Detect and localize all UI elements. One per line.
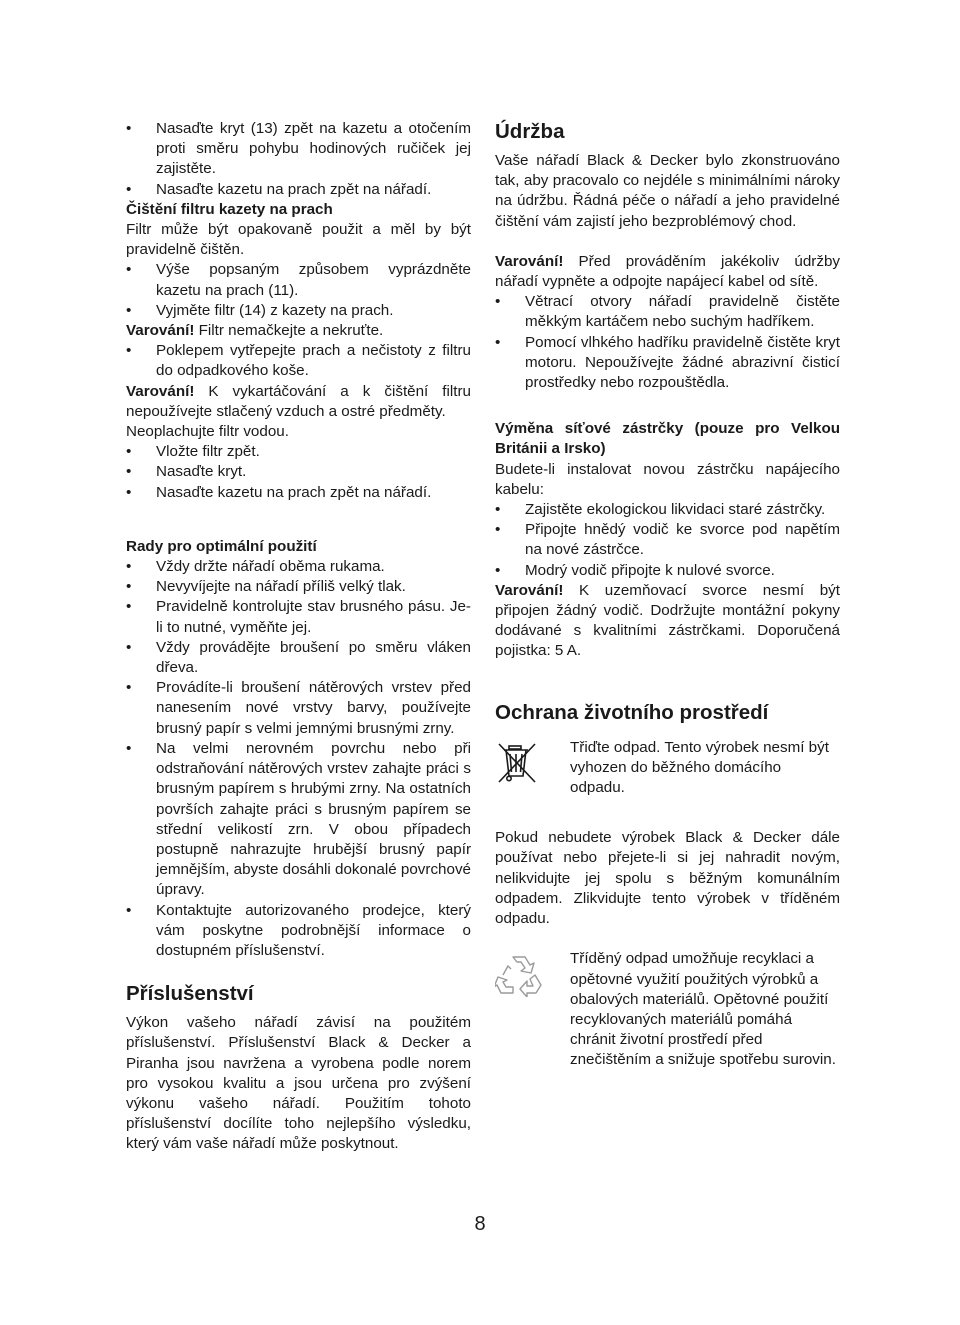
warning-text: K uzemňovací svorce nesmí být připojen žádný vodič. Dodržujte montážní pokyny dodávané s kvalitními zástrčkami. Doporučená pojistka: 5 A. bbox=[495, 581, 840, 660]
warning-text: Před prováděním jakékoliv údržby nářadí vypněte a odpojte napájecí kabel od sítě. bbox=[495, 252, 840, 291]
intro-list bbox=[126, 119, 471, 200]
warning-paragraph bbox=[495, 581, 840, 662]
plug-heading: Výměna síťové zástrčky (pouze pro Velkou Británii a Irsko) bbox=[495, 420, 840, 458]
list-item: • Na velmi nerovném povrchu nebo při odstraňování nátěrových vrstev zahajte práci s brusným papírem s hrubými zrny. Na ostatních površích zahajte práci s brusným papírem se střední velikostí zrn. V obou případech postupně nahrazujte hrubější brusný papír jemnějším, abyste dosáhli dokonalé povrchové úpravy. bbox=[126, 739, 471, 901]
list-item: • Vyjměte filtr (14) z kazety na prach. bbox=[126, 301, 471, 321]
right-column bbox=[495, 119, 840, 1071]
maintenance-heading: Údržba bbox=[495, 120, 565, 143]
spacer bbox=[126, 503, 471, 523]
list-item: • Nasaďte kryt (13) zpět na kazetu a otočením proti směru pohybu hodinových ručiček jej zajistěte. bbox=[126, 119, 471, 180]
recycle-row bbox=[495, 949, 840, 1070]
left-column bbox=[126, 119, 471, 1155]
list-item: • Nasaďte kazetu na prach zpět na nářadí. bbox=[126, 180, 471, 200]
recycle-icon bbox=[495, 949, 570, 1070]
filter-cleaning-heading: Čištění filtru kazety na prach bbox=[126, 200, 333, 218]
spacer bbox=[126, 961, 471, 981]
list-item: • Vždy provádějte broušení po směru vláken dřeva. bbox=[126, 638, 471, 678]
warning-text: Filtr nemačkejte a nekruťte. bbox=[194, 322, 384, 340]
list-item: • Nasaďte kryt. bbox=[126, 462, 471, 482]
plug-text: Budete-li instalovat novou zástrčku napájecího kabelu: bbox=[495, 460, 840, 498]
spacer bbox=[495, 929, 840, 949]
list-item: • Větrací otvory nářadí pravidelně čistěte měkkým kartáčem nebo suchým hadříkem. bbox=[495, 292, 840, 332]
list-item: • Připojte hnědý vodič ke svorce pod napětím na nové zástrčce. bbox=[495, 520, 840, 560]
optimal-use-heading: Rady pro optimální použití bbox=[126, 537, 317, 555]
spacer bbox=[495, 232, 840, 252]
disposal-text: Pokud nebudete výrobek Black & Decker dále používat nebo přejete-li si jej nahradit novým, nelikvidujte jej spolu s běžným komunálním odpadem. Zlikvidujte tento výrobek v tříděném odpadu. bbox=[495, 829, 840, 928]
page-number: 8 bbox=[474, 1213, 486, 1235]
list-item: • Kontaktujte autorizovaného prodejce, který vám poskytne podrobnější informace o dostupném příslušenství. bbox=[126, 901, 471, 962]
warning-label: Varování! bbox=[495, 581, 564, 599]
list-item: • Vždy držte nářadí oběma rukama. bbox=[126, 557, 471, 577]
list-item: • Zajistěte ekologickou likvidaci staré zástrčky. bbox=[495, 500, 840, 520]
maintenance-list bbox=[495, 292, 840, 393]
list-item: • Provádíte-li broušení nátěrových vrstev před nanesením nové vrstvy barvy, používejte brusný papír s velmi jemnými brusnými zrny. bbox=[126, 678, 471, 739]
filter-cleaning-text: Filtr může být opakovaně použit a měl by být pravidelně čištěn. bbox=[126, 221, 471, 259]
optimal-use-list bbox=[126, 557, 471, 961]
sort-waste-row bbox=[495, 738, 840, 799]
spacer bbox=[495, 726, 840, 738]
warning-paragraph bbox=[495, 252, 840, 292]
warning-label: Varování! bbox=[126, 322, 195, 340]
filter-steps-list bbox=[126, 341, 471, 381]
warning-text: K vykartáčování a k čištění filtru nepoužívejte stlačený vzduch a ostré předměty. bbox=[126, 382, 471, 420]
environment-heading: Ochrana životního prostředí bbox=[495, 700, 769, 724]
filter-steps-list bbox=[126, 260, 471, 321]
spacer bbox=[495, 818, 840, 828]
sort-waste-text: Třiďte odpad. Tento výrobek nesmí být vyhozen do běžného domácího odpadu. bbox=[570, 738, 829, 797]
warning-label: Varování! bbox=[126, 382, 195, 400]
warning-label: Varování! bbox=[495, 252, 564, 270]
list-item: • Nevyvíjejte na nářadí příliš velký tlak. bbox=[126, 577, 471, 597]
list-item: • Pomocí vlhkého hadříku pravidelně čistěte kryt motoru. Nepoužívejte žádné abrazivní čisticí prostředky nebo rozpouštědla. bbox=[495, 333, 840, 394]
recycle-text: Tříděný odpad umožňuje recyklaci a opětovné využití použitých výrobků a obalových materiálů. Opětovné použití recyklovaných materiálů pomáhá chránit životní prostředí před znečištěním a snižuje spotřebu surovin. bbox=[570, 950, 836, 1069]
list-item: • Výše popsaným způsobem vyprázdněte kazetu na prach (11). bbox=[126, 260, 471, 300]
plug-list bbox=[495, 500, 840, 581]
filter-steps-list bbox=[126, 442, 471, 503]
spacer bbox=[495, 662, 840, 682]
spacer bbox=[495, 393, 840, 413]
rinse-text: Neoplachujte filtr vodou. bbox=[126, 423, 289, 441]
maintenance-text: Vaše nářadí Black & Decker bylo zkonstruováno tak, aby pracovalo co nejdéle s minimálními nároky na údržbu. Řádná péče o nářadí a jeho pravidelné čištění vám zajistí jeho bezproblémový chod. bbox=[495, 152, 840, 230]
spacer bbox=[126, 523, 471, 537]
list-item: • Vložte filtr zpět. bbox=[126, 442, 471, 462]
accessories-heading: Příslušenství bbox=[126, 982, 254, 1006]
list-item: • Poklepem vytřepejte prach a nečistoty z filtru do odpadkového koše. bbox=[126, 341, 471, 381]
spacer bbox=[495, 798, 840, 818]
warning-paragraph bbox=[126, 321, 471, 341]
list-item: • Modrý vodič připojte k nulové svorce. bbox=[495, 561, 840, 581]
spacer bbox=[495, 682, 840, 700]
warning-paragraph bbox=[126, 382, 471, 422]
accessories-text: Výkon vašeho nářadí závisí na použitém příslušenství. Příslušenství Black & Decker a Piranha jsou navržena a vyrobena podle norem pro vysokou kvalitu a jsou určena pro zvýšení výkonu vašeho nářadí. Použitím tohoto příslušenství docílíte toho nejlepšího výsledku, který vám vaše nářadí může poskytnout. bbox=[126, 1014, 471, 1153]
list-item: • Pravidelně kontrolujte stav brusného pásu. Je-li to nutné, vyměňte jej. bbox=[126, 597, 471, 637]
list-item: • Nasaďte kazetu na prach zpět na nářadí. bbox=[126, 483, 471, 503]
crossed-out-wheelie-bin-icon bbox=[495, 738, 570, 799]
